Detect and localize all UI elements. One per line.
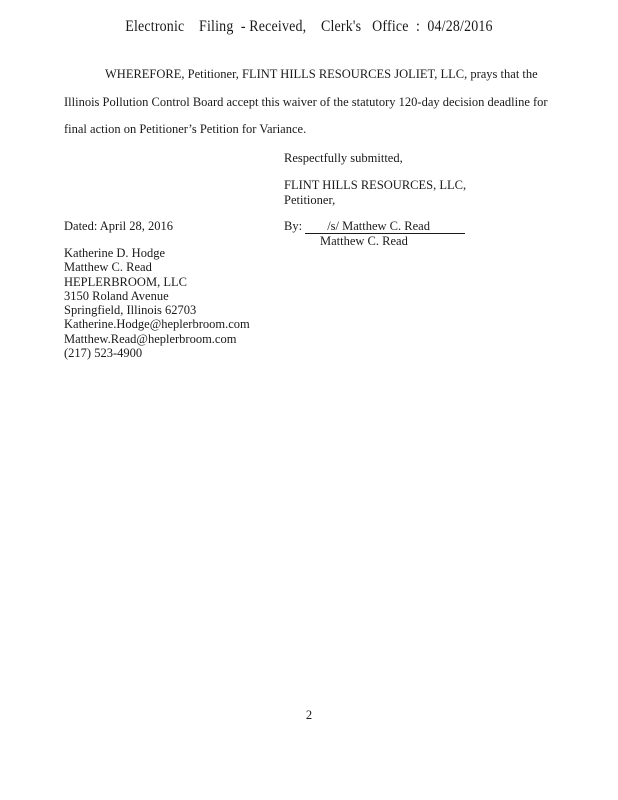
paragraph-line: WHEREFORE, Petitioner, FLINT HILLS RESOURCES JOLIET, LLC, prays that the: [105, 67, 538, 81]
date-line: Dated: April 28, 2016: [64, 219, 174, 233]
filing-stamp-header: Electronic Filing - Received, Clerk's Office : 04/28/2016: [125, 18, 493, 35]
email-line: Katherine.Hodge@heplerbroom.com: [64, 317, 250, 332]
petitioner-block: [284, 178, 466, 208]
address-line: Matthew C. Read: [64, 260, 152, 275]
address-line: HEPLERBROOM, LLC: [64, 274, 187, 289]
company-name: FLINT HILLS RESOURCES, LLC,: [284, 178, 467, 192]
closing-block: [284, 151, 403, 166]
electronic-signature: /s/ Matthew C. Read: [305, 220, 465, 234]
signature-line: [284, 219, 465, 234]
paragraph-line: final action on Petitioner’s Petition for Variance.: [64, 122, 307, 136]
address-line: Springfield, Illinois 62703: [64, 303, 197, 318]
paragraph-line: Illinois Pollution Control Board accept this waiver of the statutory 120-day decision deadline for: [64, 94, 548, 109]
by-label: By:: [284, 219, 303, 233]
counsel-address-block: [64, 246, 250, 360]
respectfully-submitted: Respectfully submitted,: [284, 151, 403, 165]
phone-line: (217) 523-4900: [64, 346, 143, 361]
email-line: Matthew.Read@heplerbroom.com: [64, 331, 237, 346]
address-line: Katherine D. Hodge: [64, 246, 166, 260]
address-line: 3150 Roland Avenue: [64, 288, 169, 303]
signer-name: Matthew C. Read: [320, 234, 408, 248]
page-number: 2: [305, 708, 313, 722]
wherefore-paragraph: [64, 61, 554, 144]
petitioner-role: Petitioner,: [284, 193, 336, 207]
